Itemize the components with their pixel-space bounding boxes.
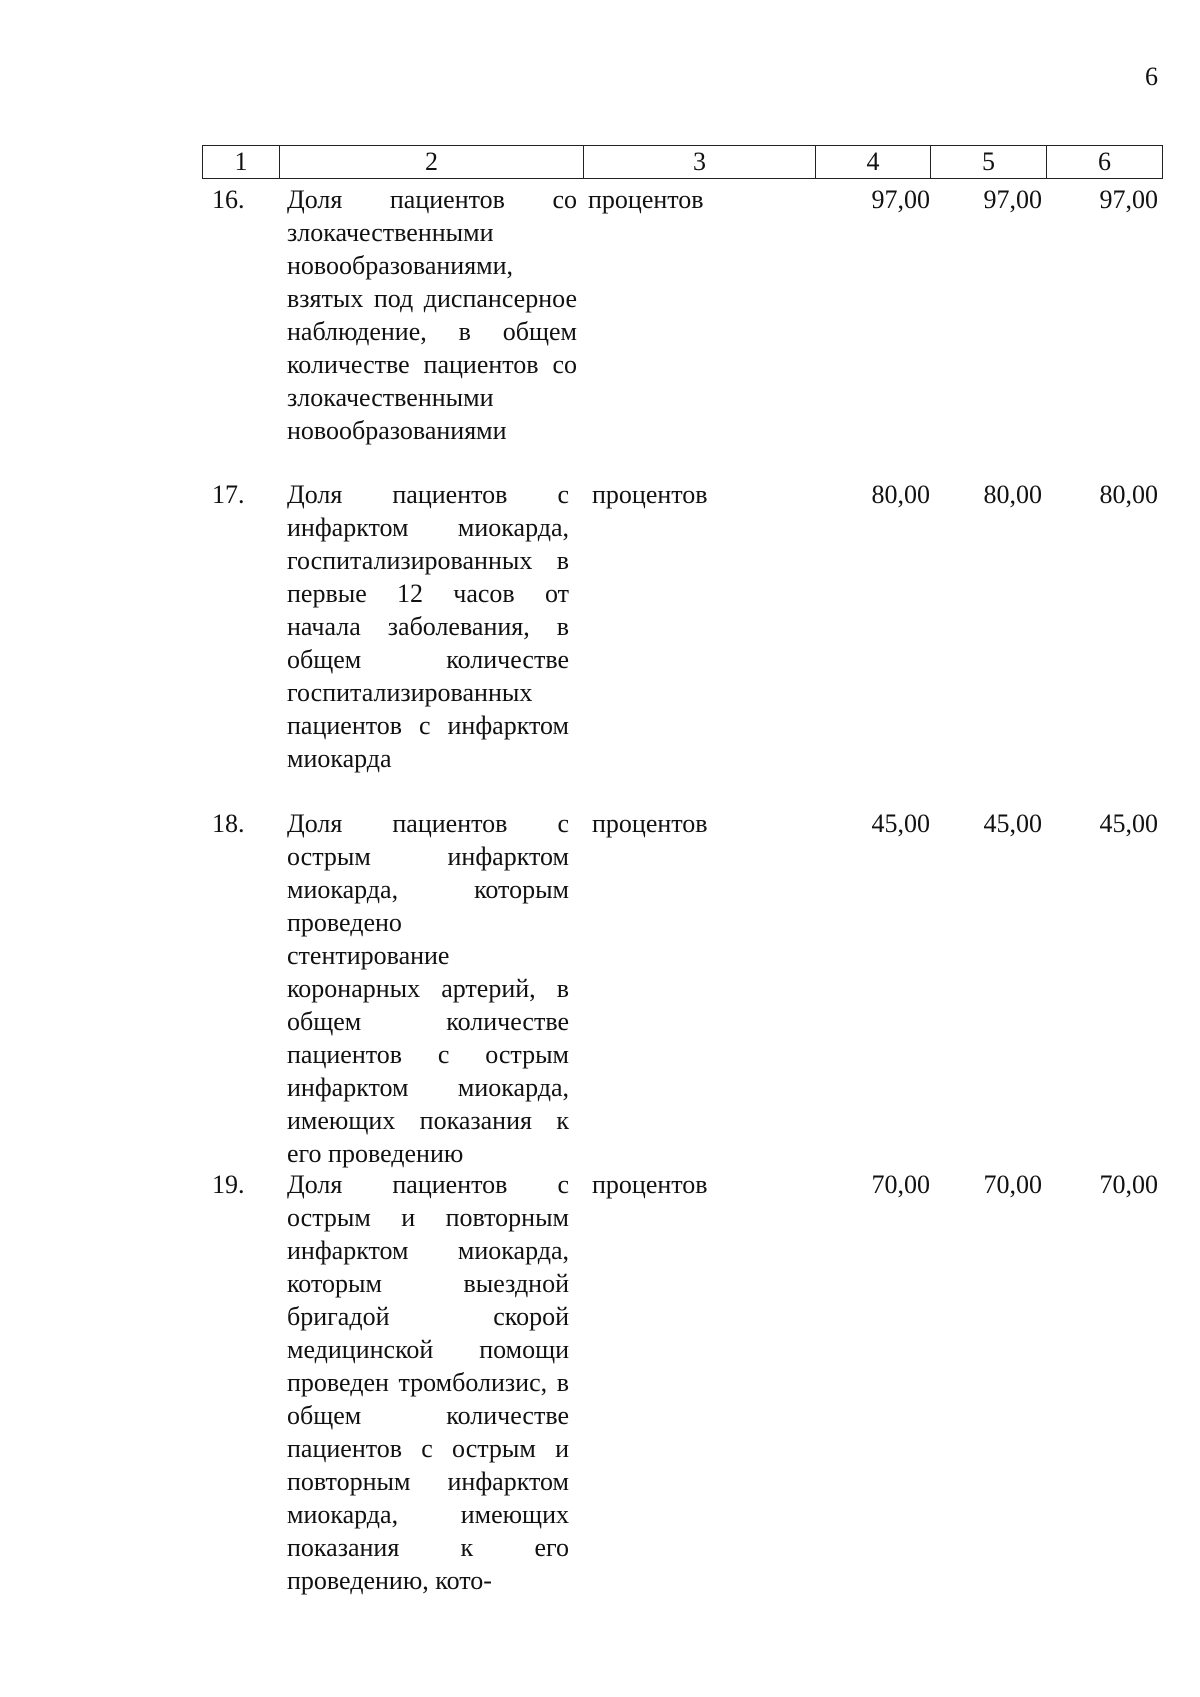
column-header-row	[203, 146, 1163, 179]
column-header-4: 4	[816, 146, 931, 179]
row-number: 18.	[212, 809, 245, 838]
row-value-col4: 45,00	[871, 809, 930, 838]
row-value-col4: 97,00	[871, 185, 930, 214]
row-unit: процентов	[592, 480, 708, 509]
row-description: Доля пациентов с инфарктом миокарда, госпитализированных в первые 12 часов от начала заболевания, в общем количестве госпитализированных пациентов с инфарктом миокарда	[287, 480, 569, 773]
row-unit: процентов	[592, 809, 708, 838]
row-unit: процентов	[592, 1170, 708, 1199]
row-number: 16.	[212, 185, 245, 214]
row-number: 17.	[212, 480, 245, 509]
row-value-col6: 45,00	[1099, 809, 1158, 838]
row-value-col6: 80,00	[1099, 480, 1158, 509]
row-description: Доля пациентов со злокачественными новообразованиями, взятых под диспансерное наблюдение, в общем количестве пациентов со злокачественными новообразованиями	[287, 185, 577, 445]
column-header-2: 2	[280, 146, 584, 179]
column-header-6: 6	[1047, 146, 1163, 179]
page-number: 6	[1145, 62, 1158, 91]
row-value-col5: 70,00	[983, 1170, 1042, 1199]
row-description: Доля пациентов с острым инфарктом миокарда, которым проведено стентирование коронарных артерий, в общем количестве пациентов с острым инфарктом миокарда, имеющих показания к его проведению	[287, 809, 569, 1168]
column-header-table	[202, 145, 1163, 179]
row-value-col5: 45,00	[983, 809, 1042, 838]
row-number: 19.	[212, 1170, 245, 1199]
row-value-col4: 70,00	[871, 1170, 930, 1199]
row-description: Доля пациентов с острым и повторным инфарктом миокарда, которым выездной бригадой скорой медицинской помощи проведен тромболизис, в общем количестве пациентов с острым и повторным инфарктом миокарда, имеющих показания к его проведению, кото-	[287, 1170, 569, 1595]
column-header-3: 3	[584, 146, 816, 179]
row-value-col5: 97,00	[983, 185, 1042, 214]
row-unit: процентов	[588, 185, 704, 214]
row-value-col6: 70,00	[1099, 1170, 1158, 1199]
column-header-5: 5	[931, 146, 1047, 179]
row-value-col5: 80,00	[983, 480, 1042, 509]
row-value-col6: 97,00	[1099, 185, 1158, 214]
row-value-col4: 80,00	[871, 480, 930, 509]
column-header-1: 1	[203, 146, 280, 179]
